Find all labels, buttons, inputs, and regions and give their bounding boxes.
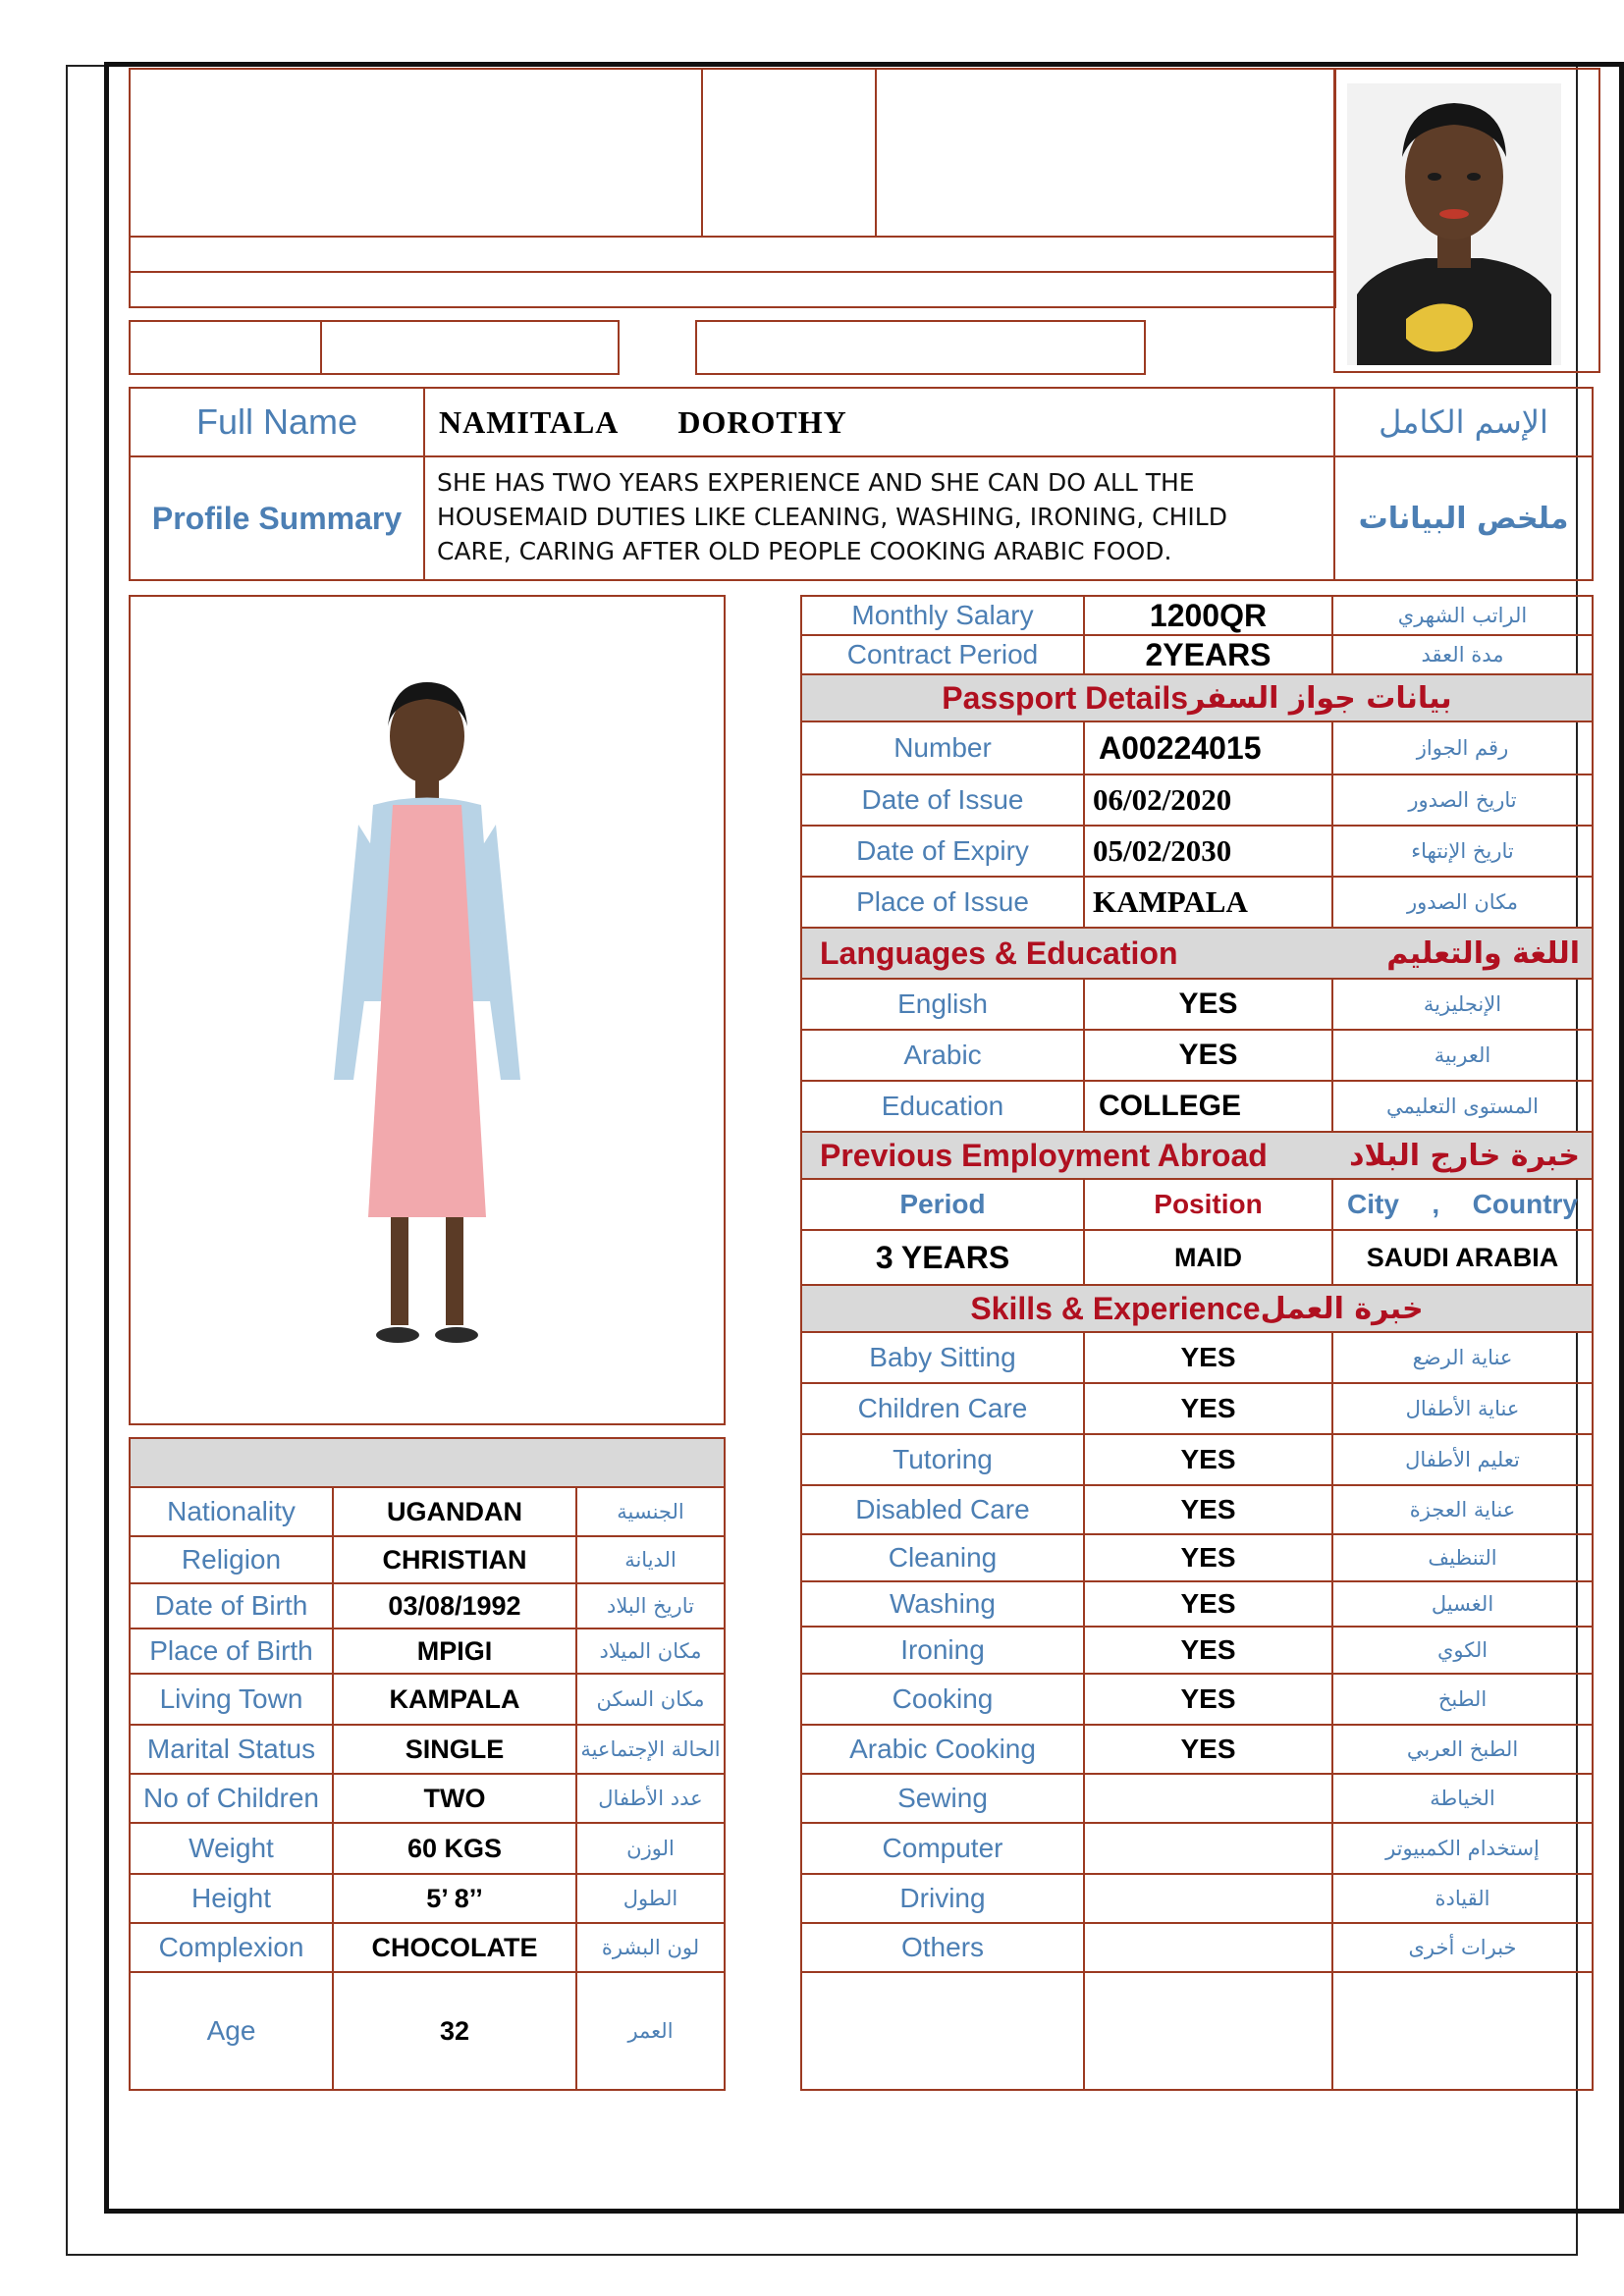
personal-label-ar: عدد الأطفال	[575, 1773, 726, 1824]
personal-label: Religion	[129, 1535, 334, 1584]
personal-value: 60 KGS	[332, 1822, 577, 1875]
passport-3-label: Place of Issue	[800, 876, 1085, 929]
skill-5-label-ar: الغسيل	[1331, 1580, 1594, 1628]
personal-label: Complexion	[129, 1922, 334, 1973]
personal-label: Marital Status	[129, 1724, 334, 1775]
header-small-box-2	[320, 320, 620, 375]
personal-label-ar: العمر	[575, 1971, 726, 2091]
skill-2-label: Tutoring	[800, 1433, 1085, 1486]
skill-2-value: YES	[1083, 1433, 1333, 1486]
full-name-label-ar: الإسم الكامل	[1333, 387, 1594, 457]
skill-8-label: Arabic Cooking	[800, 1724, 1085, 1775]
language-2-label-ar: المستوى التعليمي	[1331, 1080, 1594, 1133]
header-box-1	[129, 68, 703, 238]
personal-value: MPIGI	[332, 1628, 577, 1675]
passport-3-value: KAMPALA	[1083, 876, 1333, 929]
skill-1-label-ar: عناية الأطفال	[1331, 1382, 1594, 1435]
employment-section-title-ar: خبرة خارج البلاد	[1349, 1138, 1580, 1173]
employment-section-title: Previous Employment Abroad	[820, 1137, 1268, 1173]
skill-7-value: YES	[1083, 1673, 1333, 1726]
personal-value: 03/08/1992	[332, 1582, 577, 1629]
skill-1-label: Children Care	[800, 1382, 1085, 1435]
passport-section	[800, 673, 1594, 722]
language-0-label: English	[800, 978, 1085, 1031]
personal-label: Height	[129, 1873, 334, 1924]
skill-8-value: YES	[1083, 1724, 1333, 1775]
skill-0-label: Baby Sitting	[800, 1331, 1085, 1384]
last-name: DOROTHY	[677, 403, 847, 440]
profile-summary-label-ar: ملخص البيانات	[1333, 455, 1594, 581]
skills-empty-3	[1331, 1971, 1594, 2091]
header-strip-1	[129, 236, 1336, 273]
skill-11-value	[1083, 1873, 1333, 1924]
passport-photo	[1347, 83, 1561, 365]
employment-position: MAID	[1083, 1229, 1333, 1286]
header-box-2	[701, 68, 877, 238]
skill-3-label-ar: عناية العجزة	[1331, 1484, 1594, 1535]
profile-summary-label: Profile Summary	[129, 455, 425, 581]
skill-3-value: YES	[1083, 1484, 1333, 1535]
skills-section-title: Skills & Experience	[970, 1290, 1261, 1326]
employment-col-country: Country	[1472, 1189, 1578, 1219]
header-small-box-3	[695, 320, 1146, 375]
personal-value: CHOCOLATE	[332, 1922, 577, 1973]
skill-6-label-ar: الكوي	[1331, 1626, 1594, 1675]
personal-label: No of Children	[129, 1773, 334, 1824]
personal-label: Weight	[129, 1822, 334, 1875]
passport-0-label: Number	[800, 721, 1085, 775]
passport-0-label-ar: رقم الجواز	[1331, 721, 1594, 775]
skills-section-title-ar: خبرة العمل	[1260, 1291, 1424, 1326]
skill-1-value: YES	[1083, 1382, 1333, 1435]
header-strip-2	[129, 271, 1336, 308]
personal-value: 32	[332, 1971, 577, 2091]
full-name-value	[423, 387, 1335, 457]
skills-section	[800, 1284, 1594, 1333]
header-box-3	[875, 68, 1336, 238]
skill-3-label: Disabled Care	[800, 1484, 1085, 1535]
skill-9-label-ar: الخياطة	[1331, 1773, 1594, 1824]
skill-12-value	[1083, 1922, 1333, 1973]
personal-label: Living Town	[129, 1673, 334, 1726]
employment-col-city: City	[1347, 1189, 1399, 1219]
language-0-value: YES	[1083, 978, 1333, 1031]
skill-9-value	[1083, 1773, 1333, 1824]
passport-1-label: Date of Issue	[800, 774, 1085, 827]
skill-2-label-ar: تعليم الأطفال	[1331, 1433, 1594, 1486]
personal-label-ar: الجنسية	[575, 1486, 726, 1537]
skill-12-label: Others	[800, 1922, 1085, 1973]
skill-4-value: YES	[1083, 1533, 1333, 1582]
employment-col-position: Position	[1083, 1178, 1333, 1231]
employment-section	[800, 1131, 1594, 1180]
employment-col-city-country	[1331, 1178, 1594, 1231]
personal-label-ar: لون البشرة	[575, 1922, 726, 1973]
personal-value: CHRISTIAN	[332, 1535, 577, 1584]
skill-10-label-ar: إستخدام الكمبيوتر	[1331, 1822, 1594, 1875]
passport-section-title: Passport Details	[942, 679, 1189, 716]
skill-11-label: Driving	[800, 1873, 1085, 1924]
salary-label-ar: الراتب الشهري	[1331, 595, 1594, 636]
employment-country: SAUDI ARABIA	[1331, 1229, 1594, 1286]
passport-2-value: 05/02/2030	[1083, 825, 1333, 878]
personal-value: TWO	[332, 1773, 577, 1824]
profile-summary-text	[425, 457, 1333, 579]
salary-label: Monthly Salary	[800, 595, 1085, 636]
personal-value: UGANDAN	[332, 1486, 577, 1537]
skill-8-label-ar: الطبخ العربي	[1331, 1724, 1594, 1775]
passport-3-label-ar: مكان الصدور	[1331, 876, 1594, 929]
personal-label-ar: الحالة الإجتماعية	[575, 1724, 726, 1775]
personal-value: 5’ 8’’	[332, 1873, 577, 1924]
employment-period: 3 YEARS	[800, 1229, 1085, 1286]
languages-section-title-ar: اللغة والتعليم	[1386, 935, 1580, 971]
personal-label-ar: الوزن	[575, 1822, 726, 1875]
skill-7-label: Cooking	[800, 1673, 1085, 1726]
header-small-box-1	[129, 320, 322, 375]
passport-2-label-ar: تاريخ الإنتهاء	[1331, 825, 1594, 878]
personal-label-ar: الطول	[575, 1873, 726, 1924]
languages-section-title: Languages & Education	[820, 934, 1178, 971]
passport-1-label-ar: تاريخ الصدور	[1331, 774, 1594, 827]
skill-10-label: Computer	[800, 1822, 1085, 1875]
language-2-value: COLLEGE	[1083, 1080, 1333, 1133]
personal-label-ar: الديانة	[575, 1535, 726, 1584]
skill-11-label-ar: القيادة	[1331, 1873, 1594, 1924]
personal-label-ar: مكان الميلاد	[575, 1628, 726, 1675]
profile-line-1: SHE HAS TWO YEARS EXPERIENCE AND SHE CAN DO ALL THE	[437, 468, 1195, 497]
language-1-value: YES	[1083, 1029, 1333, 1082]
contract-period-label: Contract Period	[800, 634, 1085, 675]
skills-empty-1	[800, 1971, 1085, 2091]
skill-12-label-ar: خبرات أخرى	[1331, 1922, 1594, 1973]
skill-5-label: Washing	[800, 1580, 1085, 1628]
personal-value: KAMPALA	[332, 1673, 577, 1726]
language-2-label: Education	[800, 1080, 1085, 1133]
passport-0-value: A00224015	[1083, 721, 1333, 775]
personal-label: Nationality	[129, 1486, 334, 1537]
contract-period-value: 2YEARS	[1083, 634, 1333, 675]
skill-10-value	[1083, 1822, 1333, 1875]
skills-empty-2	[1083, 1971, 1333, 2091]
skill-6-label: Ironing	[800, 1626, 1085, 1675]
personal-label: Age	[129, 1971, 334, 2091]
skill-9-label: Sewing	[800, 1773, 1085, 1824]
full-name-label: Full Name	[129, 387, 425, 457]
skill-5-value: YES	[1083, 1580, 1333, 1628]
contract-period-label-ar: مدة العقد	[1331, 634, 1594, 675]
personal-value: SINGLE	[332, 1724, 577, 1775]
skill-4-label: Cleaning	[800, 1533, 1085, 1582]
personal-label: Date of Birth	[129, 1582, 334, 1629]
personal-label-ar: تاريخ البلاد	[575, 1582, 726, 1629]
personal-header-bar	[129, 1437, 726, 1488]
profile-line-2: HOUSEMAID DUTIES LIKE CLEANING, WASHING, IRONING, CHILD	[437, 503, 1227, 531]
language-0-label-ar: الإنجليزية	[1331, 978, 1594, 1031]
skill-0-value: YES	[1083, 1331, 1333, 1384]
language-1-label-ar: العربية	[1331, 1029, 1594, 1082]
languages-section	[800, 927, 1594, 980]
passport-2-label: Date of Expiry	[800, 825, 1085, 878]
skill-0-label-ar: عناية الرضع	[1331, 1331, 1594, 1384]
language-1-label: Arabic	[800, 1029, 1085, 1082]
passport-section-title-ar: بيانات جواز السفر	[1188, 680, 1452, 716]
employment-col-sep: ,	[1432, 1189, 1440, 1219]
skill-4-label-ar: التنظيف	[1331, 1533, 1594, 1582]
profile-line-3: CARE, CARING AFTER OLD PEOPLE COOKING ARABIC FOOD.	[437, 537, 1172, 565]
passport-1-value: 06/02/2020	[1083, 774, 1333, 827]
full-body-photo	[314, 667, 540, 1355]
salary-value: 1200QR	[1083, 595, 1333, 636]
skill-6-value: YES	[1083, 1626, 1333, 1675]
personal-label-ar: مكان السكن	[575, 1673, 726, 1726]
personal-label: Place of Birth	[129, 1628, 334, 1675]
skill-7-label-ar: الطبخ	[1331, 1673, 1594, 1726]
employment-col-period: Period	[800, 1178, 1085, 1231]
first-name: NAMITALA	[439, 403, 620, 440]
